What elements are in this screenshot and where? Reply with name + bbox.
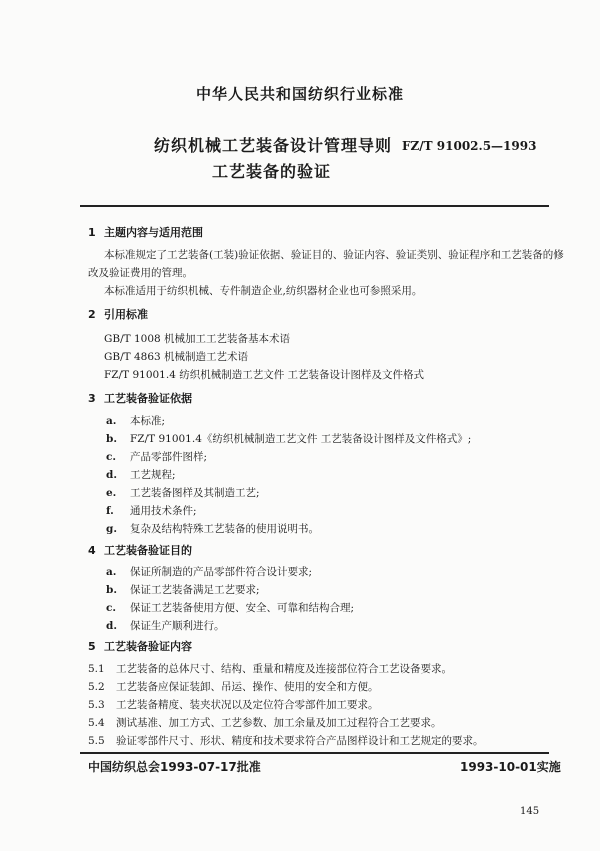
footer-divider	[80, 752, 549, 754]
list-item: c. 产品零部件图样;	[106, 451, 208, 463]
clause-item: 5.2 工艺装备应保证装卸、吊运、操作、使用的安全和方便。	[88, 681, 379, 693]
section-5-heading: 5 工艺装备验证内容	[88, 640, 192, 653]
header-divider	[80, 205, 549, 207]
standard-code: FZ/T 91002.5—1993	[402, 139, 537, 153]
page-number: 145	[520, 806, 540, 817]
section-2-heading: 2 引用标准	[88, 308, 148, 321]
section-1-heading: 1 主题内容与适用范围	[88, 226, 203, 239]
list-item: a. 保证所制造的产品零部件符合设计要求;	[106, 566, 313, 578]
list-item: e. 工艺装备图样及其制造工艺;	[106, 487, 260, 499]
list-item: d. 保证生产顺利进行。	[106, 620, 225, 632]
list-item: b. FZ/T 91001.4《纺织机械制造工艺文件 工艺装备设计图样及文件格式》;	[106, 433, 472, 445]
list-item: a. 本标准;	[106, 415, 166, 427]
list-item: d. 工艺规程;	[106, 469, 176, 481]
clause-item: 5.5 验证零部件尺寸、形状、精度和技术要求符合产品图样设计和工艺规定的要求。	[88, 735, 484, 747]
clause-item: 5.4 测试基准、加工方式、工艺参数、加工余量及加工过程符合工艺要求。	[88, 717, 442, 729]
effective-date: 1993-10-01实施	[460, 760, 561, 774]
reference-item: FZ/T 91001.4 纺织机械制造工艺文件 工艺装备设计图样及文件格式	[104, 369, 425, 381]
clause-item: 5.1 工艺装备的总体尺寸、结构、重量和精度及连接部位符合工艺设备要求。	[88, 663, 452, 675]
list-item: b. 保证工艺装备满足工艺要求;	[106, 584, 260, 596]
list-item: c. 保证工艺装备使用方便、安全、可靠和结构合理;	[106, 602, 355, 614]
reference-item: GB/T 4863 机械制造工艺术语	[104, 351, 249, 363]
section-1-paragraph-2: 本标准适用于纺织机械、专件制造企业,纺织器材企业也可参照采用。	[104, 285, 423, 297]
document-title-line2: 工艺装备的验证	[212, 162, 332, 181]
section-1-paragraph-1-line-2: 改及验证费用的管理。	[88, 267, 193, 279]
section-3-heading: 3 工艺装备验证依据	[88, 392, 192, 405]
section-4-heading: 4 工艺装备验证目的	[88, 544, 192, 557]
standard-category-header: 中华人民共和国纺织行业标准	[195, 85, 404, 103]
document-title-line1: 纺织机械工艺装备设计管理导则	[154, 136, 393, 155]
reference-item: GB/T 1008 机械加工工艺装备基本术语	[104, 333, 291, 345]
approval-date: 中国纺织总会1993-07-17批准	[88, 760, 261, 774]
clause-item: 5.3 工艺装备精度、装夹状况以及定位符合零部件加工要求。	[88, 699, 379, 711]
list-item: f. 通用技术条件;	[106, 505, 197, 517]
list-item: g. 复杂及结构特殊工艺装备的使用说明书。	[106, 523, 319, 535]
section-1-paragraph-1-line-1: 本标准规定了工艺装备(工装)验证依据、验证目的、验证内容、验证类别、验证程序和工艺装备的修	[104, 249, 564, 261]
